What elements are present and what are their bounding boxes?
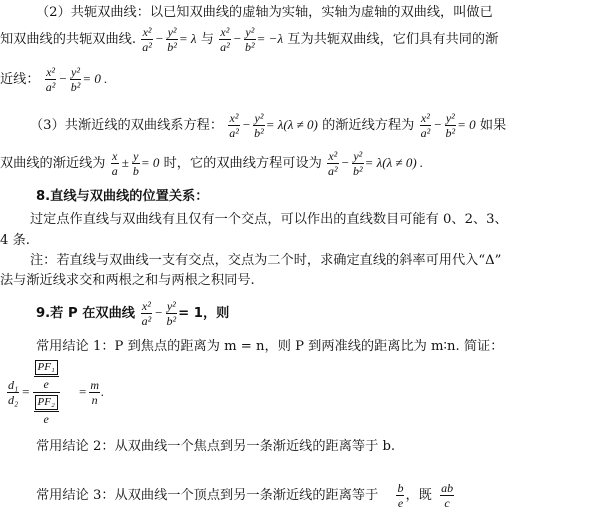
fraction: $\frac{\text{y²}}{\text{b²}}$ [352, 149, 363, 178]
equation-rhs: = λ(λ ≠ 0) [265, 117, 318, 132]
para-3-text: （3）共渐近线的双曲线系方程： [30, 118, 224, 133]
fraction-d1-d2: $\frac{\text{d₁}}{\text{d₂}}$ [8, 378, 19, 407]
fraction: $\frac{\text{y²}}{\text{b²}}$ [166, 299, 177, 328]
fraction-ab-c: $\frac{ab}{c}$ [441, 481, 454, 510]
para-2-text: 知双曲线的共轭双曲线. [0, 32, 137, 47]
fraction: $\frac{\text{x²}}{\text{a²}}$ [142, 25, 152, 54]
fraction: $\frac{\text{x²}}{\text{a²}}$ [220, 25, 230, 54]
conclusion-3-text: 常用结论 3：从双曲线一个顶点到另一条渐近线的距离等于 [36, 488, 379, 503]
fraction: $\frac{x}{a}$ [111, 149, 118, 178]
para-3-text: 时，它的双曲线方程可设为 [163, 156, 327, 171]
section-9-heading: 9.若 P 在双曲线 $\frac{\text{x²}}{\text{a²}}$ − $\frac{\text{y²}}{\text{b²}}$ = 1，则 [36, 299, 230, 328]
equation-rhs: = 0 . [82, 71, 108, 86]
fraction: $\frac{y}{b}$ [132, 149, 139, 178]
section-8-note-2: 法与渐近线求交和两根之和与两根之积同号. [0, 273, 255, 288]
fraction-m-n: $\frac{m}{n}$ [90, 378, 99, 407]
fraction-b-e: $\frac{b}{e}$ [397, 481, 404, 510]
para-2-line-1: （2）共轭双曲线：以已知双曲线的虚轴为实轴，实轴为虚轴的双曲线，叫做已 [36, 5, 493, 20]
fraction: $\frac{\text{y²}}{\text{b²}}$ [445, 111, 456, 140]
fraction: $\frac{\text{x²}}{\text{a²}}$ [229, 111, 239, 140]
equation-rhs: = 0 [140, 155, 160, 170]
section-9-title: 9.若 P 在双曲线 [36, 306, 140, 321]
para-2-text: 近线： [0, 72, 40, 87]
para-3-line-1: （3）共渐近线的双曲线系方程： $\frac{\text{x²}}{\text{a²}}$ − $\frac{\text{y²}}{\text{b²}}$ = λ(λ ≠ 0) 的渐近线方程为 $\frac{\text{x²}}{\text{a²}}$ − $\frac{\text{y²}}{\text{b²}}$ = 0 如果 [30, 111, 507, 140]
abs-pf1: PF₁ [35, 360, 58, 375]
fraction: $\frac{\text{y²}}{\text{b²}}$ [70, 65, 81, 94]
section-8-heading: 8.直线与双曲线的位置关系： [36, 189, 209, 204]
para-3-line-2: 双曲线的渐近线为 $\frac{x}{a}$ ± $\frac{y}{b}$ = 0 时，它的双曲线方程可设为 $\frac{\text{x²}}{\text{a²}}$ − $\frac{\text{y²}}{\text{b²}}$ = λ(λ ≠ 0) . [0, 149, 424, 178]
fraction: $\frac{\text{y²}}{\text{b²}}$ [167, 25, 177, 54]
para-3-text: 双曲线的渐近线为 [0, 156, 110, 171]
equation-rhs: = 0 [457, 117, 476, 132]
para-2-line-3: 近线： $\frac{\text{x²}}{\text{a²}}$ − $\frac{\text{y²}}{\text{b²}}$ = 0 . [0, 65, 108, 94]
proof-formula: $\frac{\text{d₁}}{\text{d₂}}$ = $\frac{\frac{\text{PF₁}}{e}}{\frac{\text{PF₂}}{e}}$ = $\frac{m}{n}$ . [8, 361, 105, 426]
para-2-text: 互为共轭双曲线，它们具有共同的渐 [287, 32, 499, 47]
conclusion-2: 常用结论 2：从双曲线一个焦点到另一条渐近线的距离等于 b. [36, 439, 396, 454]
equation-rhs: = −λ [256, 31, 284, 46]
section-8-line-1: 过定点作直线与双曲线有且仅有一个交点，可以作出的直线数目可能有 0、2、3、 [30, 212, 508, 227]
section-8-line-2: 4 条. [0, 233, 30, 248]
fraction-pf-ratio: $\frac{\frac{\text{PF₁}}{e}}{\frac{\text{PF₂}}{e}}$ [33, 360, 60, 425]
fraction: $\frac{\text{y²}}{\text{b²}}$ [254, 111, 264, 140]
fraction: $\frac{\text{x²}}{\text{a²}}$ [45, 65, 56, 94]
fraction: $\frac{\text{x²}}{\text{a²}}$ [141, 299, 152, 328]
fraction: $\frac{\text{x²}}{\text{a²}}$ [420, 111, 431, 140]
section-9-title-rhs: = 1，则 [178, 306, 230, 321]
abs-pf2: PF₂ [35, 395, 58, 410]
para-2-line-2: 知双曲线的共轭双曲线. $\frac{\text{x²}}{\text{a²}}$ − $\frac{\text{y²}}{\text{b²}}$ = λ 与 $\frac{\text{x²}}{\text{a²}}$ − $\frac{\text{y²}}{\text{b²}}$ = −λ 互为共轭双曲线，它们具有共同的渐 [0, 25, 499, 54]
equation-rhs: = λ [178, 31, 197, 46]
fraction: $\frac{\text{x²}}{\text{a²}}$ [328, 149, 338, 178]
fraction: $\frac{\text{y²}}{\text{b²}}$ [245, 25, 255, 54]
equation-rhs: = λ(λ ≠ 0) . [364, 155, 424, 170]
section-8-note-1: 注：若直线与双曲线一支有交点，交点为二个时，求确定直线的斜率可用代入“Δ” [30, 253, 502, 268]
conclusion-3 [36, 482, 455, 509]
conclusion-3-mid: ，既 [405, 488, 432, 503]
para-2-text: 与 [200, 32, 219, 47]
para-3-text: 如果 [479, 118, 507, 133]
para-3-text: 的渐近线方程为 [322, 118, 419, 133]
conclusion-1: 常用结论 1：P 到焦点的距离为 m = n，则 P 到两准线的距离比为 m∶n. 简证： [36, 339, 504, 354]
